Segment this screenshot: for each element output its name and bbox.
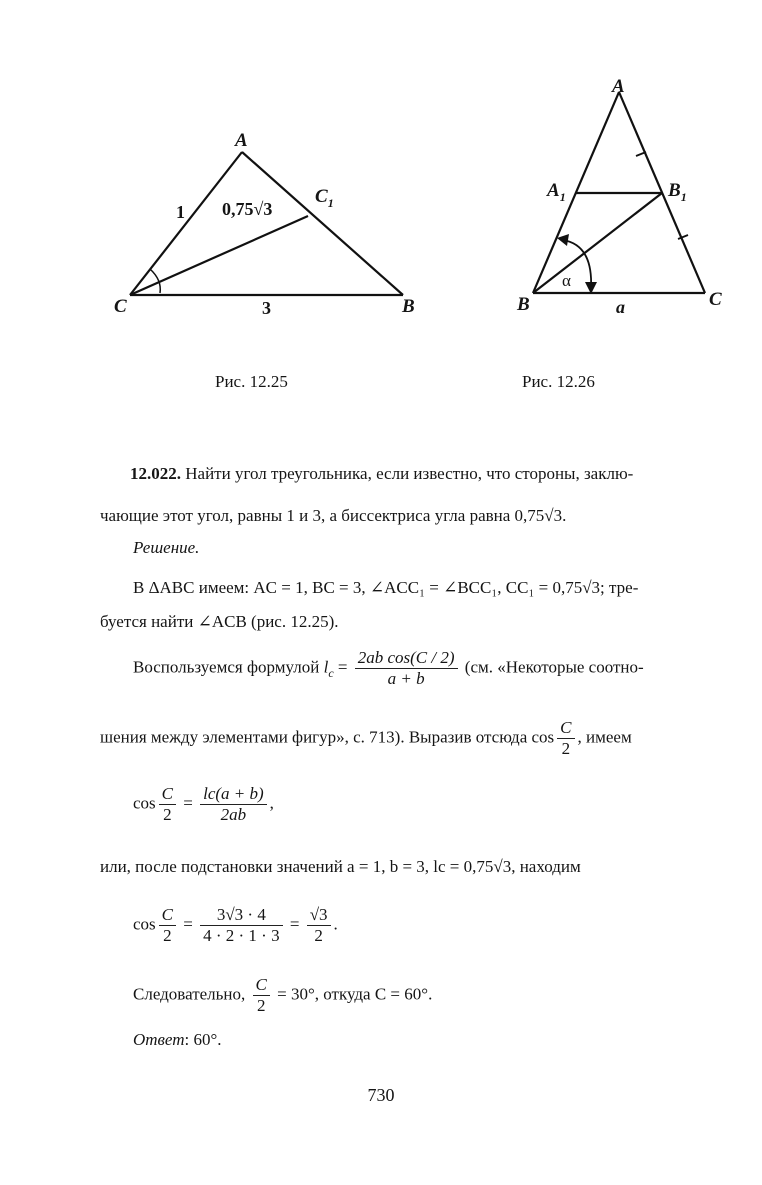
- label-A: A: [612, 76, 625, 97]
- problem-number: 12.022.: [130, 464, 181, 483]
- label-C: C: [114, 296, 127, 317]
- given-line-2: буется найти ∠ACB (рис. 12.25).: [100, 612, 339, 631]
- cos-line: шения между элементами фигур», с. 713). Выразив отсюда cos $\frac{C}{2}$ , имеем: [100, 718, 632, 758]
- label-side-bc: 3: [262, 298, 271, 318]
- label-C1: $C_1$: [315, 186, 334, 210]
- bisector-cc1: [130, 216, 308, 295]
- problem-line-1: 12.022. Найти угол треугольника, если известно, что стороны, заклю-: [130, 464, 634, 483]
- label-A1: $A_1$: [547, 180, 566, 204]
- label-A: A: [235, 130, 248, 151]
- answer-line: Ответ: 60°.: [133, 1030, 222, 1049]
- label-side-a: a: [616, 297, 625, 317]
- substitution-line: или, после подстановки значений a = 1, b = 3, lc = 0,75√3, находим: [100, 857, 581, 876]
- formula-line: Воспользуемся формулой $l_c$ = $\frac{\text{2ab cos(C / 2)}}{a + b}$ (см. «Некоторые соотно-: [133, 648, 644, 688]
- equation-1: cos $\frac{C}{2}$ = $\frac{lc(a + b)}{2ab}$ ,: [133, 784, 274, 824]
- formula-fraction: $\frac{\text{2ab cos(C / 2)}}{a + b}$: [355, 648, 458, 689]
- label-bisector: 0,75√3: [222, 199, 273, 219]
- figure-12-25: [110, 130, 420, 320]
- side-ac: [130, 152, 242, 295]
- angle-arc: [150, 269, 160, 293]
- problem-line-2: чающие этот угол, равны 1 и 3, а биссектриса угла равна 0,75√3.: [100, 506, 567, 525]
- label-side-ac: 1: [176, 202, 185, 222]
- arrow-head: [557, 234, 569, 246]
- page-number: 730: [367, 1085, 395, 1105]
- solution-label: Решение.: [133, 538, 200, 557]
- label-B: B: [402, 296, 415, 317]
- segment-bb1: [533, 193, 662, 293]
- label-C: C: [709, 289, 722, 310]
- caption-fig-12-26: Рис. 12.26: [522, 372, 595, 391]
- label-B: B: [517, 294, 530, 315]
- label-B1: $B_1$: [668, 180, 687, 204]
- equation-2: cos $\frac{C}{2}$ = $\frac{3√3 \cdot 4}{4 \cdot 2 \cdot 1 \cdot 3}$ = $\frac{√3}{2}$ .: [133, 905, 338, 945]
- given-line-1: В ΔABC имеем: AC = 1, BC = 3, ∠ACC₁ = ∠BCC₁, CC₁ = 0,75√3; тре-: [133, 578, 639, 597]
- side-ab: [242, 152, 403, 295]
- conclusion-line: Следовательно, $\frac{C}{2}$ = 30°, откуда C = 60°.: [133, 975, 433, 1015]
- label-angle-alpha: α: [562, 271, 571, 290]
- caption-fig-12-25: Рис. 12.25: [215, 372, 288, 391]
